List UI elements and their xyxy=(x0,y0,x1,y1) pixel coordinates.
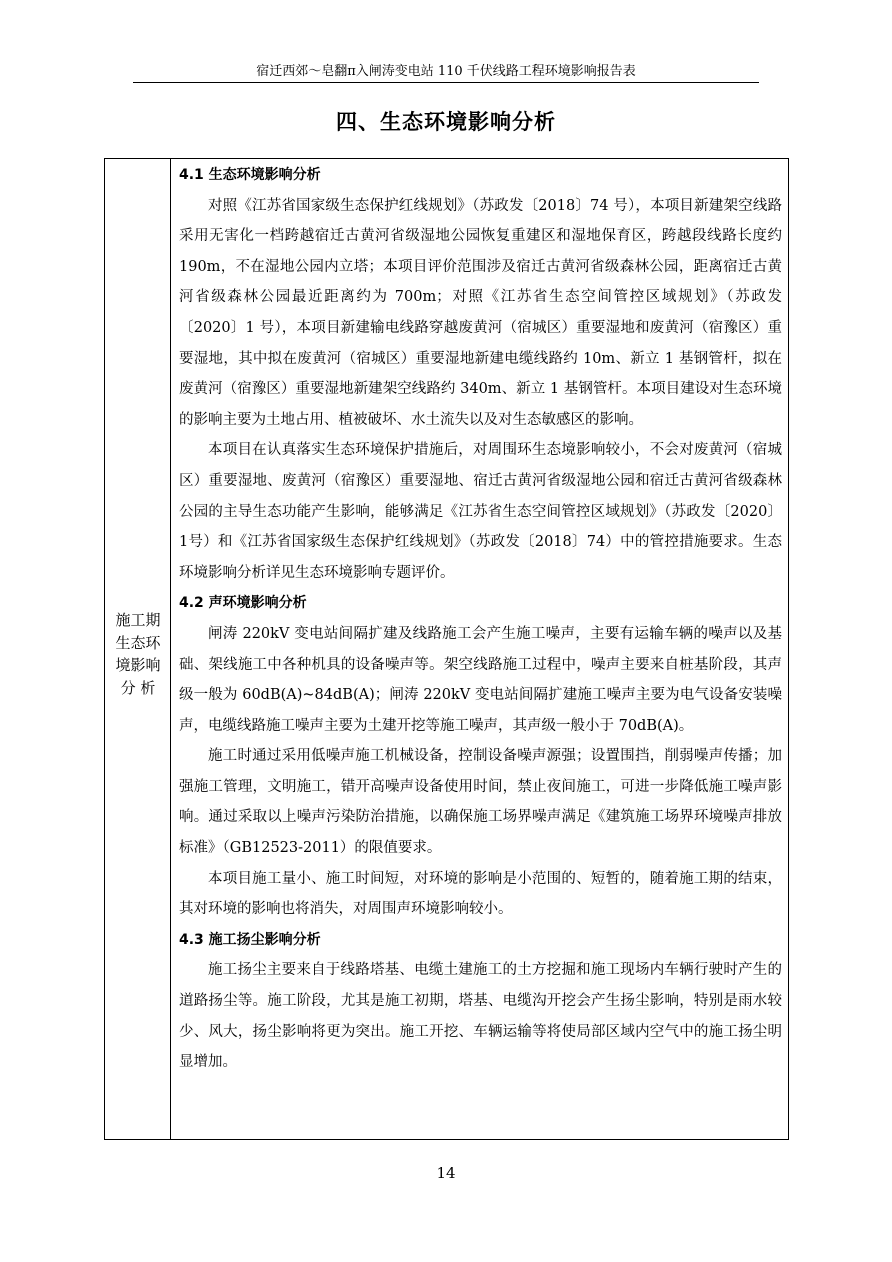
left-label-line: 施工期 xyxy=(115,611,161,629)
paragraph: 本项目施工量小、施工时间短，对环境的影响是小范围的、短暂的，随着施工期的结束，其对环境的影响也将消失，对周围声环境影响较小。 xyxy=(179,870,782,918)
left-category-cell xyxy=(105,159,171,1139)
left-label-line: 分 析 xyxy=(120,678,156,697)
paragraph: 施工扬尘主要来自于线路塔基、电缆土建施工的土方挖掘和施工现场内车辆行驶时产生的道路扬尘等。施工阶段，尤其是施工初期，塔基、电缆沟开挖会产生扬尘影响，特别是雨水较少、风大，扬尘影响将更为突出。施工开挖、车辆运输等将使局部区域内空气中的施工扬尘明显增加。 xyxy=(179,962,782,1071)
header-rule xyxy=(133,82,759,83)
analysis-content xyxy=(179,160,782,1078)
subsection-heading-noise: 4.2 声环境影响分析 xyxy=(179,595,307,612)
subsection-heading-ecology: 4.1 生态环境影响分析 xyxy=(179,167,321,183)
left-category-label xyxy=(105,609,171,699)
left-label-line: 生态环 xyxy=(115,633,161,652)
paragraph: 本项目在认真落实生态环境保护措施后，对周围环生态境影响较小，不会对废黄河（宿城区）重要湿地、废黄河（宿豫区）重要湿地、宿迁古黄河省级湿地公园和宿迁古黄河省级森林公园的主导生态功能产生影响，能够满足《江苏省生态空间管控区域规划》（苏政发〔2020〕1号）和《江苏省国家级生态保护红线规划》（苏政发〔2018〕74）中的管控措施要求。生态环境影响分析详见生态环境影响专题评价。 xyxy=(179,442,782,581)
paragraph: 施工时通过采用低噪声施工机械设备，控制设备噪声源强；设置围挡，削弱噪声传播；加强施工管理，文明施工，错开高噪声设备使用时间，禁止夜间施工，可进一步降低施工噪声影响。通过采取以上噪声污染防治措施，以确保施工场界噪声满足《建筑施工场界环境噪声排放标准》（GB12523-2011）的限值要求。 xyxy=(179,748,782,857)
paragraph: 对照《江苏省国家级生态保护红线规划》（苏政发〔2018〕74 号），本项目新建架空线路采用无害化一档跨越宿迁古黄河省级湿地公园恢复重建区和湿地保育区，跨越段线路长度约 190m，不在湿地公园内立塔；本项目评价范围涉及宿迁古黄河省级森林公园，距离宿迁古黄河省级森林公园最近距离约为 700m；对照《江苏省生态空间管控区域规划》（苏政发〔2020〕1 号），本项目新建输电线路穿越废黄河（宿城区）重要湿地和废黄河（宿豫区）重要湿地，其中拟在废黄河（宿城区）重要湿地新建电缆线路约 10m、新立 1 基钢管杆，拟在废黄河（宿豫区）重要湿地新建架空线路约 340m、新立 1 基钢管杆。本项目建设对生态环境的影响主要为土地占用、植被破坏、水土流失以及对生态敏感区的影响。 xyxy=(179,197,782,428)
subsection-heading-dust: 4.3 施工扬尘影响分析 xyxy=(179,931,321,948)
page-number: 14 xyxy=(436,1164,456,1182)
section-title: 四、生态环境影响分析 xyxy=(336,110,556,134)
paragraph: 闸涛 220kV 变电站间隔扩建及线路施工会产生施工噪声，主要有运输车辆的噪声以及基础、架线施工中各种机具的设备噪声等。架空线路施工过程中，噪声主要来自桩基阶段，其声级一般为 60dB(A)~84dB(A)；闸涛 220kV 变电站间隔扩建施工噪声主要为电气设备安装噪声，电缆线路施工噪声主要为土建开挖等施工噪声，其声级一般小于 70dB(A)。 xyxy=(179,625,782,734)
left-label-line: 境影响 xyxy=(115,656,161,674)
analysis-table xyxy=(104,158,789,1140)
running-header: 宿迁西郊～皂翻π入闸涛变电站 110 千伏线路工程环境影响报告表 xyxy=(256,64,636,79)
